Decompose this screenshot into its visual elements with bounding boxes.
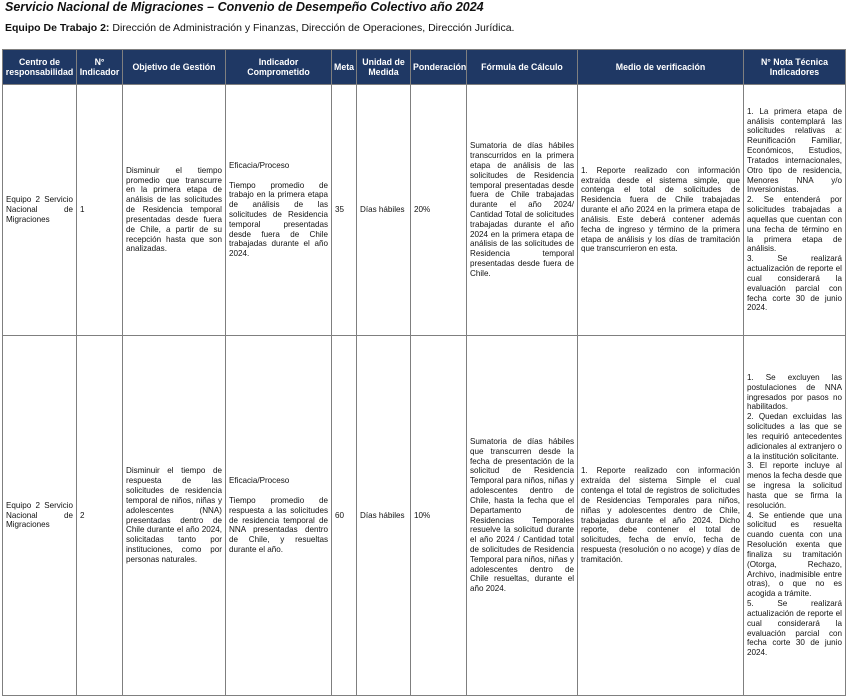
header-centro: Centro de responsabilidad xyxy=(3,50,77,85)
header-indicador: N° Indicador xyxy=(77,50,123,85)
cell-centro: Equipo 2 Servicio Nacional de Migraciones xyxy=(3,85,77,336)
table-header-row xyxy=(3,50,846,85)
table-row xyxy=(3,336,846,696)
cell-numero: 1 xyxy=(77,85,123,336)
cell-medio: 1. Reporte realizado con información extraída del sistema Simple el cual contenga el total de registros de solicitudes de Residencias Temporales para niños, niñas y adolescentes dentro de Chile, trabajadas durante el año 2024. Dicho reporte, debe contener el total de solicitudes, fecha de envío, fecha de respuesta (resolución o no acoge) y días de tramitación. xyxy=(578,336,744,696)
cell-meta: 60 xyxy=(332,336,357,696)
cell-formula: Sumatoria de días hábiles transcurridos en la primera etapa de análisis de las solicitudes de Residencia temporal presentadas desde fuera de Chile trabajadas durante el año 2024/ Cantidad Total de solicitudes trabajadas durante el año 2024 en la primera etapa de análisis de las solicitudes de Residencia temporal presentadas desde fuera de Chile. xyxy=(467,85,578,336)
cell-ponderacion: 20% xyxy=(411,85,467,336)
header-medio: Medio de verificación xyxy=(578,50,744,85)
team-line xyxy=(5,22,514,34)
cell-nota: 1. La primera etapa de análisis contemplará las solicitudes relativas a: Reunificación Familiar, Económicos, Estudios, Tratados internacionales, Otro tipo de residencia, Menores NNA y/o Inversionistas. 2. Se entenderá por solicitudes trabajadas a aquellas que cuentan con una fecha de término en la primera etapa de análisis. 3. Se realizará actualización de reporte el cual considerará la evaluación parcial con fecha corte 30 de junio 2024. xyxy=(744,85,846,336)
header-objetivo: Objetivo de Gestión xyxy=(123,50,226,85)
cell-unidad: Días hábiles xyxy=(357,85,411,336)
cell-ponderacion: 10% xyxy=(411,336,467,696)
cell-indicador: Eficacia/Proceso Tiempo promedio de trabajo en la primera etapa de análisis de las solicitudes de Residencia temporal presentadas desde fuera de Chile trabajadas durante el año 2024. xyxy=(226,85,332,336)
cell-numero: 2 xyxy=(77,336,123,696)
header-meta: Meta xyxy=(332,50,357,85)
header-formula: Fórmula de Cálculo xyxy=(467,50,578,85)
cell-meta: 35 xyxy=(332,85,357,336)
header-ponderacion: Ponderación xyxy=(411,50,467,85)
cell-medio: 1. Reporte realizado con información extraída desde el sistema simple, que contenga el total de solicitudes de Residencia fuera de Chile trabajadas durante el año 2024 en la primera etapa de análisis. Este deberá contener además fecha de ingreso y término de la primera etapa de análisis y los días de tramitación que transcurrieron en esta. xyxy=(578,85,744,336)
cell-objetivo: Disminuir el tiempo promedio que transcurre en la primera etapa de análisis de las solicitudes de Residencia temporal presentadas desde fuera de Chile, a partir de su recepción hasta que son analizadas. xyxy=(123,85,226,336)
header-comprometido: Indicador Comprometido xyxy=(226,50,332,85)
performance-table xyxy=(2,49,846,696)
team-value: Dirección de Administración y Finanzas, Dirección de Operaciones, Dirección Jurídica. xyxy=(112,22,515,34)
cell-centro: Equipo 2 Servicio Nacional de Migraciones xyxy=(3,336,77,696)
cell-unidad: Días hábiles xyxy=(357,336,411,696)
team-label: Equipo De Trabajo 2: xyxy=(5,22,110,34)
header-unidad: Unidad de Medida xyxy=(357,50,411,85)
cell-formula: Sumatoria de días hábiles que transcurren desde la fecha de presentación de la solicitud de Residencia Temporal para niños, niñas y adolescentes dentro de Chile, hasta la fecha que el Departamento de Residencias Temporales resuelve la solicitud durante el año 2024 / Cantidad total de solicitudes de Residencia Temporal para niños, niñas y adolescentes dentro de Chile resueltas, durante el año 2024. xyxy=(467,336,578,696)
cell-indicador: Eficacia/Proceso Tiempo promedio de respuesta a las solicitudes de residencia temporal de NNA presentadas dentro de Chile, y resueltas durante el año. xyxy=(226,336,332,696)
document-title: Servicio Nacional de Migraciones – Convenio de Desempeño Colectivo año 2024 xyxy=(5,0,484,14)
cell-objetivo: Disminuir el tiempo de respuesta de las solicitudes de residencia temporal de niños, niñas y adolescentes (NNA) presentadas dentro de Chile durante el año 2024, solicitadas tanto por instituciones, como por personas naturales. xyxy=(123,336,226,696)
cell-nota: 1. Se excluyen las postulaciones de NNA ingresados por pasos no habilitados. 2. Quedan excluidas las solicitudes a las que se les requirió antecedentes adicionales al extranjero o a la institución solicitante. 3. El reporte incluye al menos la fecha desde que se ingresa la solicitud hasta que se firma la resolución. 4. Se entiende que una solicitud es resuelta cuando cuenta con una Resolución exenta que finaliza su tramitación (Otorga, Rechazo, Archivo, inadmisible entre otras), o que no es acogida a trámite. 5. Se realizará actualización de reporte el cual considerará la evaluación parcial con fecha corte 30 de junio 2024. xyxy=(744,336,846,696)
header-nota: N° Nota Técnica Indicadores xyxy=(744,50,846,85)
table-row xyxy=(3,85,846,336)
